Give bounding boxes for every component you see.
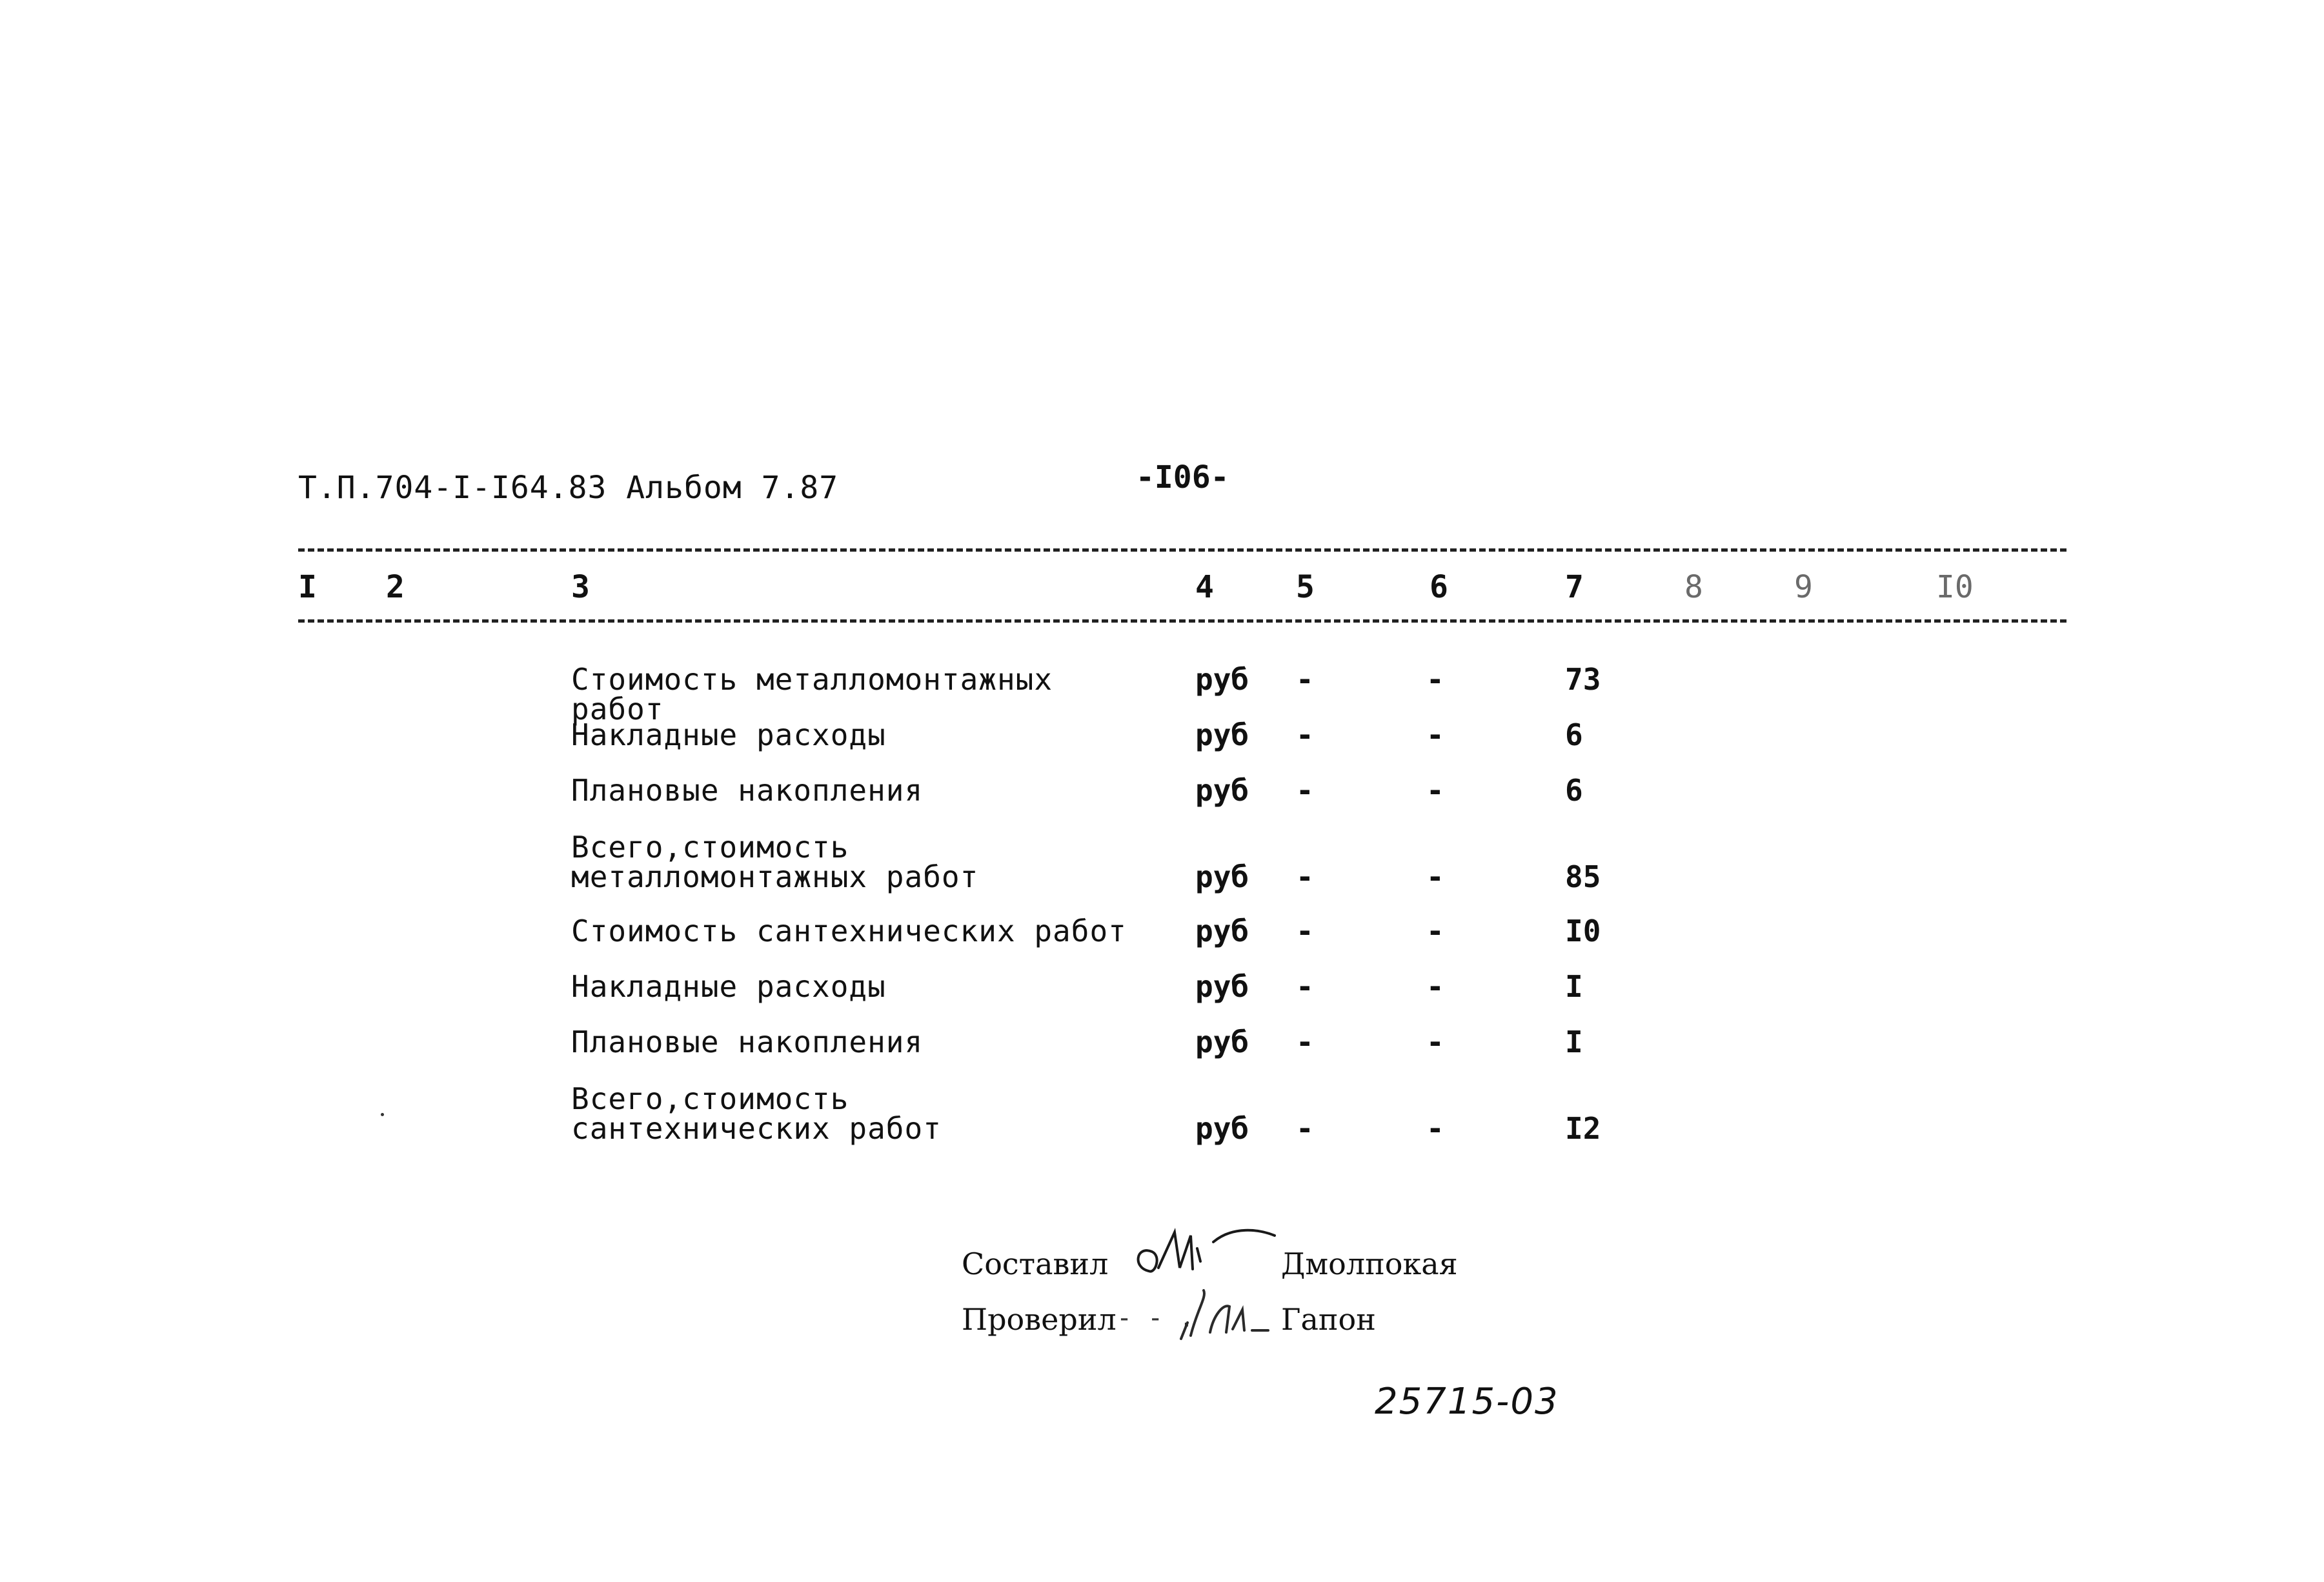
row-unit: руб	[1195, 859, 1249, 894]
row-description: Всего,стоимость сантехнических работ	[571, 1081, 942, 1146]
row-description: Накладные расходы	[571, 717, 886, 752]
row-col5: -	[1296, 914, 1314, 948]
row-value: 85	[1565, 859, 1601, 894]
column-header-8: 8	[1684, 569, 1703, 605]
compiled-by-name: Дмолпокая	[1281, 1247, 1458, 1281]
row-col5: -	[1296, 859, 1314, 894]
checked-by-label: Проверил	[962, 1302, 1117, 1337]
row-col5: -	[1296, 662, 1314, 697]
row-value: I2	[1565, 1111, 1601, 1146]
row-unit: руб	[1195, 1111, 1249, 1146]
row-description: Накладные расходы	[571, 969, 886, 1004]
scan-speck	[381, 1113, 384, 1116]
row-col6: -	[1426, 773, 1444, 808]
row-unit: руб	[1195, 773, 1249, 808]
checked-by-name: Гапон	[1281, 1302, 1376, 1337]
compiled-by-label: Составил	[962, 1247, 1109, 1281]
row-description: Плановые накопления	[571, 773, 924, 808]
table-rule-top	[298, 548, 2066, 552]
row-unit: руб	[1195, 969, 1249, 1004]
page-number: -I06-	[1136, 459, 1229, 496]
row-col6: -	[1426, 914, 1444, 948]
archive-number: 25715-03	[1375, 1381, 1559, 1423]
row-col6: -	[1426, 1025, 1444, 1059]
signature-line: - - .	[1117, 1303, 1195, 1333]
column-header-9: 9	[1794, 569, 1813, 605]
column-header-10: I0	[1936, 569, 1974, 605]
row-unit: руб	[1195, 1025, 1249, 1059]
row-description: Всего,стоимость металломонтажных работ	[571, 830, 979, 894]
row-value: 6	[1565, 773, 1583, 808]
row-description: Стоимость металломонтажных работ	[571, 662, 1053, 726]
column-header-3: 3	[571, 569, 590, 605]
row-col5: -	[1296, 1111, 1314, 1146]
column-header-4: 4	[1195, 569, 1214, 605]
column-header-6: 6	[1430, 569, 1448, 605]
row-col6: -	[1426, 717, 1444, 752]
row-col5: -	[1296, 773, 1314, 808]
row-unit: руб	[1195, 717, 1249, 752]
row-col5: -	[1296, 717, 1314, 752]
column-header-5: 5	[1296, 569, 1315, 605]
row-unit: руб	[1195, 914, 1249, 948]
column-header-1: I	[298, 569, 317, 605]
compiled-signature-image	[1129, 1223, 1278, 1287]
row-description: Стоимость сантехнических работ	[571, 914, 1127, 948]
table-rule-bottom	[298, 619, 2066, 623]
row-col6: -	[1426, 859, 1444, 894]
document-code: Т.П.704-I-I64.83 Альбом 7.87	[298, 470, 839, 506]
row-value: I	[1565, 969, 1583, 1004]
row-value: 6	[1565, 717, 1583, 752]
row-col6: -	[1426, 969, 1444, 1004]
row-value: I0	[1565, 914, 1601, 948]
row-value: 73	[1565, 662, 1601, 697]
row-description: Плановые накопления	[571, 1025, 924, 1059]
row-col6: -	[1426, 1111, 1444, 1146]
row-value: I	[1565, 1025, 1583, 1059]
row-col5: -	[1296, 1025, 1314, 1059]
row-col5: -	[1296, 969, 1314, 1004]
column-header-2: 2	[386, 569, 405, 605]
row-unit: руб	[1195, 662, 1249, 697]
column-header-7: 7	[1565, 569, 1584, 605]
checked-signature-image	[1162, 1284, 1284, 1342]
row-col6: -	[1426, 662, 1444, 697]
